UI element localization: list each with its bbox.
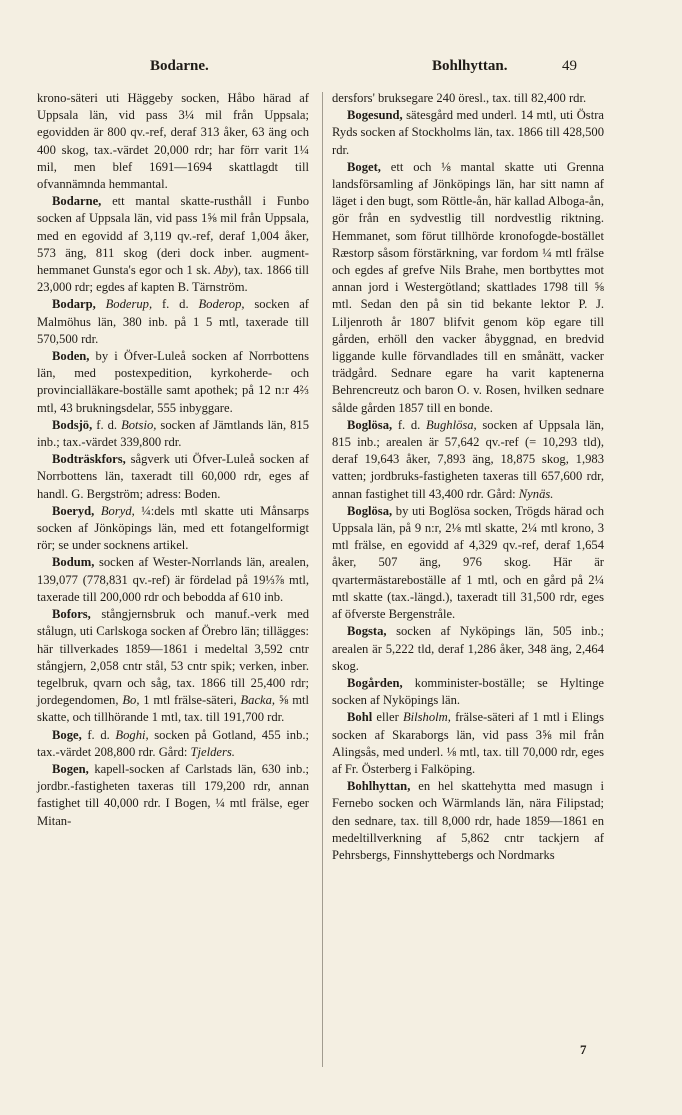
- entry-headword: Bodum,: [52, 555, 95, 570]
- italic-text: Boderop,: [198, 297, 245, 312]
- entry-paragraph: [37, 503, 309, 555]
- entry-text: [96, 297, 106, 311]
- entry-text: socken af Uppsala län, 815 inb.; arealen är 57,642 qv.-ref (= 10,293 tld), deraf 19,643 åker, 7,893 äng, 18,875 skog, 1,983 vatten; jordbruks-fastigheten taxeras till 657,600 rdr, annan fastighet till 43,400 rdr. Gård:: [332, 417, 605, 501]
- left-column: [37, 90, 309, 830]
- entry-headword: Bogen,: [52, 761, 89, 776]
- entry-headword: Boden,: [52, 349, 90, 364]
- entry-text: f. d.: [392, 417, 426, 432]
- entry-paragraph: [37, 606, 309, 726]
- entry-paragraph: [37, 451, 309, 503]
- entry-text: socken af Wester-Norrlands län, arealen, 139,077 (778,831 qv.-ref) är fördelad på 19⅓⅞ mtl, taxerade till 200,000 rdr och bebodda af 610 inb.: [37, 555, 309, 604]
- header-right-title: Bohlhyttan.: [432, 58, 508, 74]
- entry-text: ett mantal skatte-rusthåll i Funbo socken af Uppsala län, vid pass 1⅝ mil från Uppsala, med en egovidd af 3,119 qv.-ref, deraf 1,004 åker, 573 äng, 811 skog (deri dock inber. augment-hemmanet Gunsta's egor och 1 sk.: [37, 194, 309, 278]
- entry-headword: Boglösa,: [347, 503, 393, 518]
- entry-paragraph: [332, 503, 604, 623]
- right-column: [332, 90, 604, 864]
- entry-text: dersfors' bruksegare 240 öresl., tax. till 82,400 rdr.: [332, 91, 587, 105]
- entry-headword: Bodträskfors,: [52, 452, 126, 467]
- italic-text: Nynäs.: [518, 486, 554, 501]
- entry-headword: Bodsjö,: [52, 417, 93, 432]
- entry-text: ⅝ mtl skatte, och tillhörande 1 mtl, tax. till 191,700 rdr.: [37, 693, 309, 725]
- entry-headword: Bodarp,: [52, 297, 96, 312]
- signature-mark: 7: [580, 1042, 587, 1057]
- italic-text: Aby: [214, 263, 234, 278]
- entry-headword: Bohlhyttan,: [347, 779, 411, 794]
- entry-paragraph: [37, 761, 309, 830]
- italic-text: Boghi,: [115, 727, 149, 742]
- entry-paragraph: [332, 159, 604, 417]
- entry-paragraph: [37, 90, 309, 193]
- header-left-title: Bodarne.: [150, 58, 209, 74]
- entry-text: by i Öfver-Luleå socken af Norrbottens län, med postexpedition, kyrkoherde- och provincialläkare-boställe samt apothek; på 12 n:r 4⅔ mtl, 43 brukningsdelar, 555 inbyggare.: [37, 349, 309, 415]
- entry-paragraph: [332, 675, 604, 709]
- entry-text: socken af Jämtlands län, 815 inb.; tax.-värdet 339,800 rdr.: [37, 417, 309, 450]
- entry-paragraph: [37, 554, 309, 606]
- entry-paragraph: [37, 296, 309, 348]
- page-header: [0, 58, 682, 80]
- italic-text: Backa,: [240, 693, 276, 708]
- entry-text: socken af Nyköpings län, 505 inb.; arealen är 5,222 tld, deraf 1,286 åker, 348 äng, 2,464 skog.: [332, 624, 604, 673]
- entry-headword: Bogesund,: [347, 108, 403, 123]
- entry-text: en hel skattehytta med masugn i Fernebo socken och Wärmlands län, nära Filipstad; den sednare, tax. till 8,000 rdr, hade 1859—1861 en medeltillverkning af 5,862 cntr tackjern af Pehrsbergs, Finnshyttebergs och Nordmarks: [332, 779, 604, 862]
- entry-text: f. d.: [152, 297, 199, 312]
- italic-text: Bo,: [122, 693, 140, 708]
- entry-paragraph: [332, 709, 604, 778]
- entry-text: ett och ⅛ mantal skatte uti Grenna landsförsamling af Jönköpings län, har sitt namn af läget i den bugt, som Röttle-ån, här kallad Alboga-ån, gör från en sydvestlig till nordvestlig riktning. Hemmanet, som förut tillhörde kronofogde-bostället Ræstorp såsom förstärkning, var fordom ¼ mtl frälse och egdes af grefve Nils Brahe, men bortbyttes mot annan jord i Westergötland; skattlades 1798 till ⅝ mtl. Sedan den på sin tid bekante lektor P. J. Liljenroth år 1807 blifvit genom köp egare till gården, erhöll den vacker åbyggnad, en bredvid liggande kulle förvandlades till en smånätt, vacker trädgård. Sednare egare ha varit kaptenerna Behrencreutz och baron O. v. Rosen, hvilken sednare sålde gården 1857 till en bonde.: [332, 159, 604, 415]
- entry-text: kapell-socken af Carlstads län, 630 inb.; jordbr.-fastigheten taxeras till 179,200 rdr, annan fastighet till 40,000 rdr. I Bogen, ¼ mtl frälse, eger Mitan-: [37, 761, 309, 828]
- entry-headword: Bohl: [347, 710, 373, 725]
- entry-text: socken af Malmöhus län, 380 inb. på 1 5 mtl, taxerade till 570,500 rdr.: [37, 297, 309, 346]
- italic-text: Bughlösa,: [425, 417, 477, 432]
- page-number: 49: [562, 58, 577, 74]
- entry-text: ¼:dels mtl skatte uti Månsarps socken af Jönköpings län, med ett fotangelformigt rör; se under socknens artikel.: [37, 503, 309, 553]
- entry-text: sågverk uti Öfver-Luleå socken af Norrbottens län, taxeradt till 60,000 rdr, eges af handl. G. Bergström; adress: Boden.: [37, 452, 309, 501]
- entry-text: f. d.: [92, 417, 122, 432]
- entry-paragraph: [37, 727, 309, 761]
- entry-headword: Bogsta,: [347, 624, 387, 639]
- entry-paragraph: [332, 417, 604, 503]
- italic-text: Botsio,: [121, 417, 157, 432]
- entry-text: komminister-boställe; se Hyltinge socken af Nyköpings län.: [332, 675, 604, 708]
- entry-text: stångjernsbruk och manuf.-verk med stålugn, uti Carlskoga socken af Örebro län; tillägges: här tillverkades 1859—1861 i medeltal 3,592 cntr stångjern, 2,058 cntr stål, 53 cntr spik; verken, inber. tegelbruk, qvarn och såg, tax. 1866 till 25,400 rdr; jordegendomen,: [37, 607, 309, 708]
- entry-text: krono-säteri uti Häggeby socken, Håbo härad af Uppsala län, vid pass 3¼ mil från Uppsala; egovidden är 800 qv.-ref, deraf 313 åker, 63 äng och 400 skog, tax.-värdet 20,000 rdr; har förr varit 1¼ mil, men blef 1691—1694 skattlagdt till ofvannämnda hemmantal.: [37, 91, 309, 192]
- entry-paragraph: [37, 348, 309, 417]
- entry-paragraph: [37, 193, 309, 296]
- entry-headword: Bofors,: [52, 607, 91, 622]
- entry-paragraph: [332, 107, 604, 159]
- entry-text: eller: [372, 710, 403, 725]
- entry-text: 1 mtl frälse-säteri,: [139, 693, 241, 708]
- entry-text: ), tax. 1866 till 23,000 rdr; egdes af kapten B. Tärnström.: [37, 263, 309, 295]
- entry-headword: Boeryd,: [52, 503, 95, 518]
- entry-paragraph: [37, 417, 309, 451]
- entry-paragraph: [332, 778, 604, 864]
- entry-headword: Boget,: [347, 159, 381, 174]
- entry-text: by uti Boglösa socken, Trögds härad och Uppsala län, på 9 n:r, 2⅛ mtl skatte, 2¼ mtl krono, 3 mtl frälse, en egovidd af 4,329 qv.-ref, deraf 1,654 åker, 507 äng, 976 skog. Här är qvartermästareboställe af 1 mtl, och en gård på 2¼ mtl skatte (tax.-längd.), taxeradt till 31,500 rdr, eges af öfverste Bergenstråle.: [332, 503, 604, 622]
- column-divider: [322, 92, 323, 1067]
- italic-text: Bilsholm,: [402, 710, 451, 725]
- entry-text: f. d.: [81, 727, 116, 742]
- entry-headword: Boge,: [52, 727, 82, 742]
- italic-text: Boderup,: [105, 297, 153, 312]
- entry-paragraph: [332, 90, 604, 107]
- entry-text: frälse-säteri af 1 mtl i Elings socken af Skaraborgs län, vid pass 3⅝ mil från Alingsås, med underl. ⅛ mtl, tax. till 70,000 rdr, eges af Fr. Österberg i Falköping.: [332, 710, 604, 776]
- italic-text: Tjelders.: [190, 744, 235, 759]
- entry-text: sätesgård med underl. 14 mtl, uti Östra Ryds socken af Stockholms län, tax. 1866 till 428,500 rdr.: [332, 108, 604, 157]
- entry-paragraph: [332, 623, 604, 675]
- italic-text: Boryd,: [100, 503, 135, 518]
- entry-headword: Bogården,: [347, 675, 403, 690]
- entry-headword: Bodarne,: [52, 194, 102, 209]
- entry-headword: Boglösa,: [347, 417, 393, 432]
- entry-text: socken på Gotland, 455 inb.; tax.-värdet 208,800 rdr. Gård:: [37, 727, 310, 759]
